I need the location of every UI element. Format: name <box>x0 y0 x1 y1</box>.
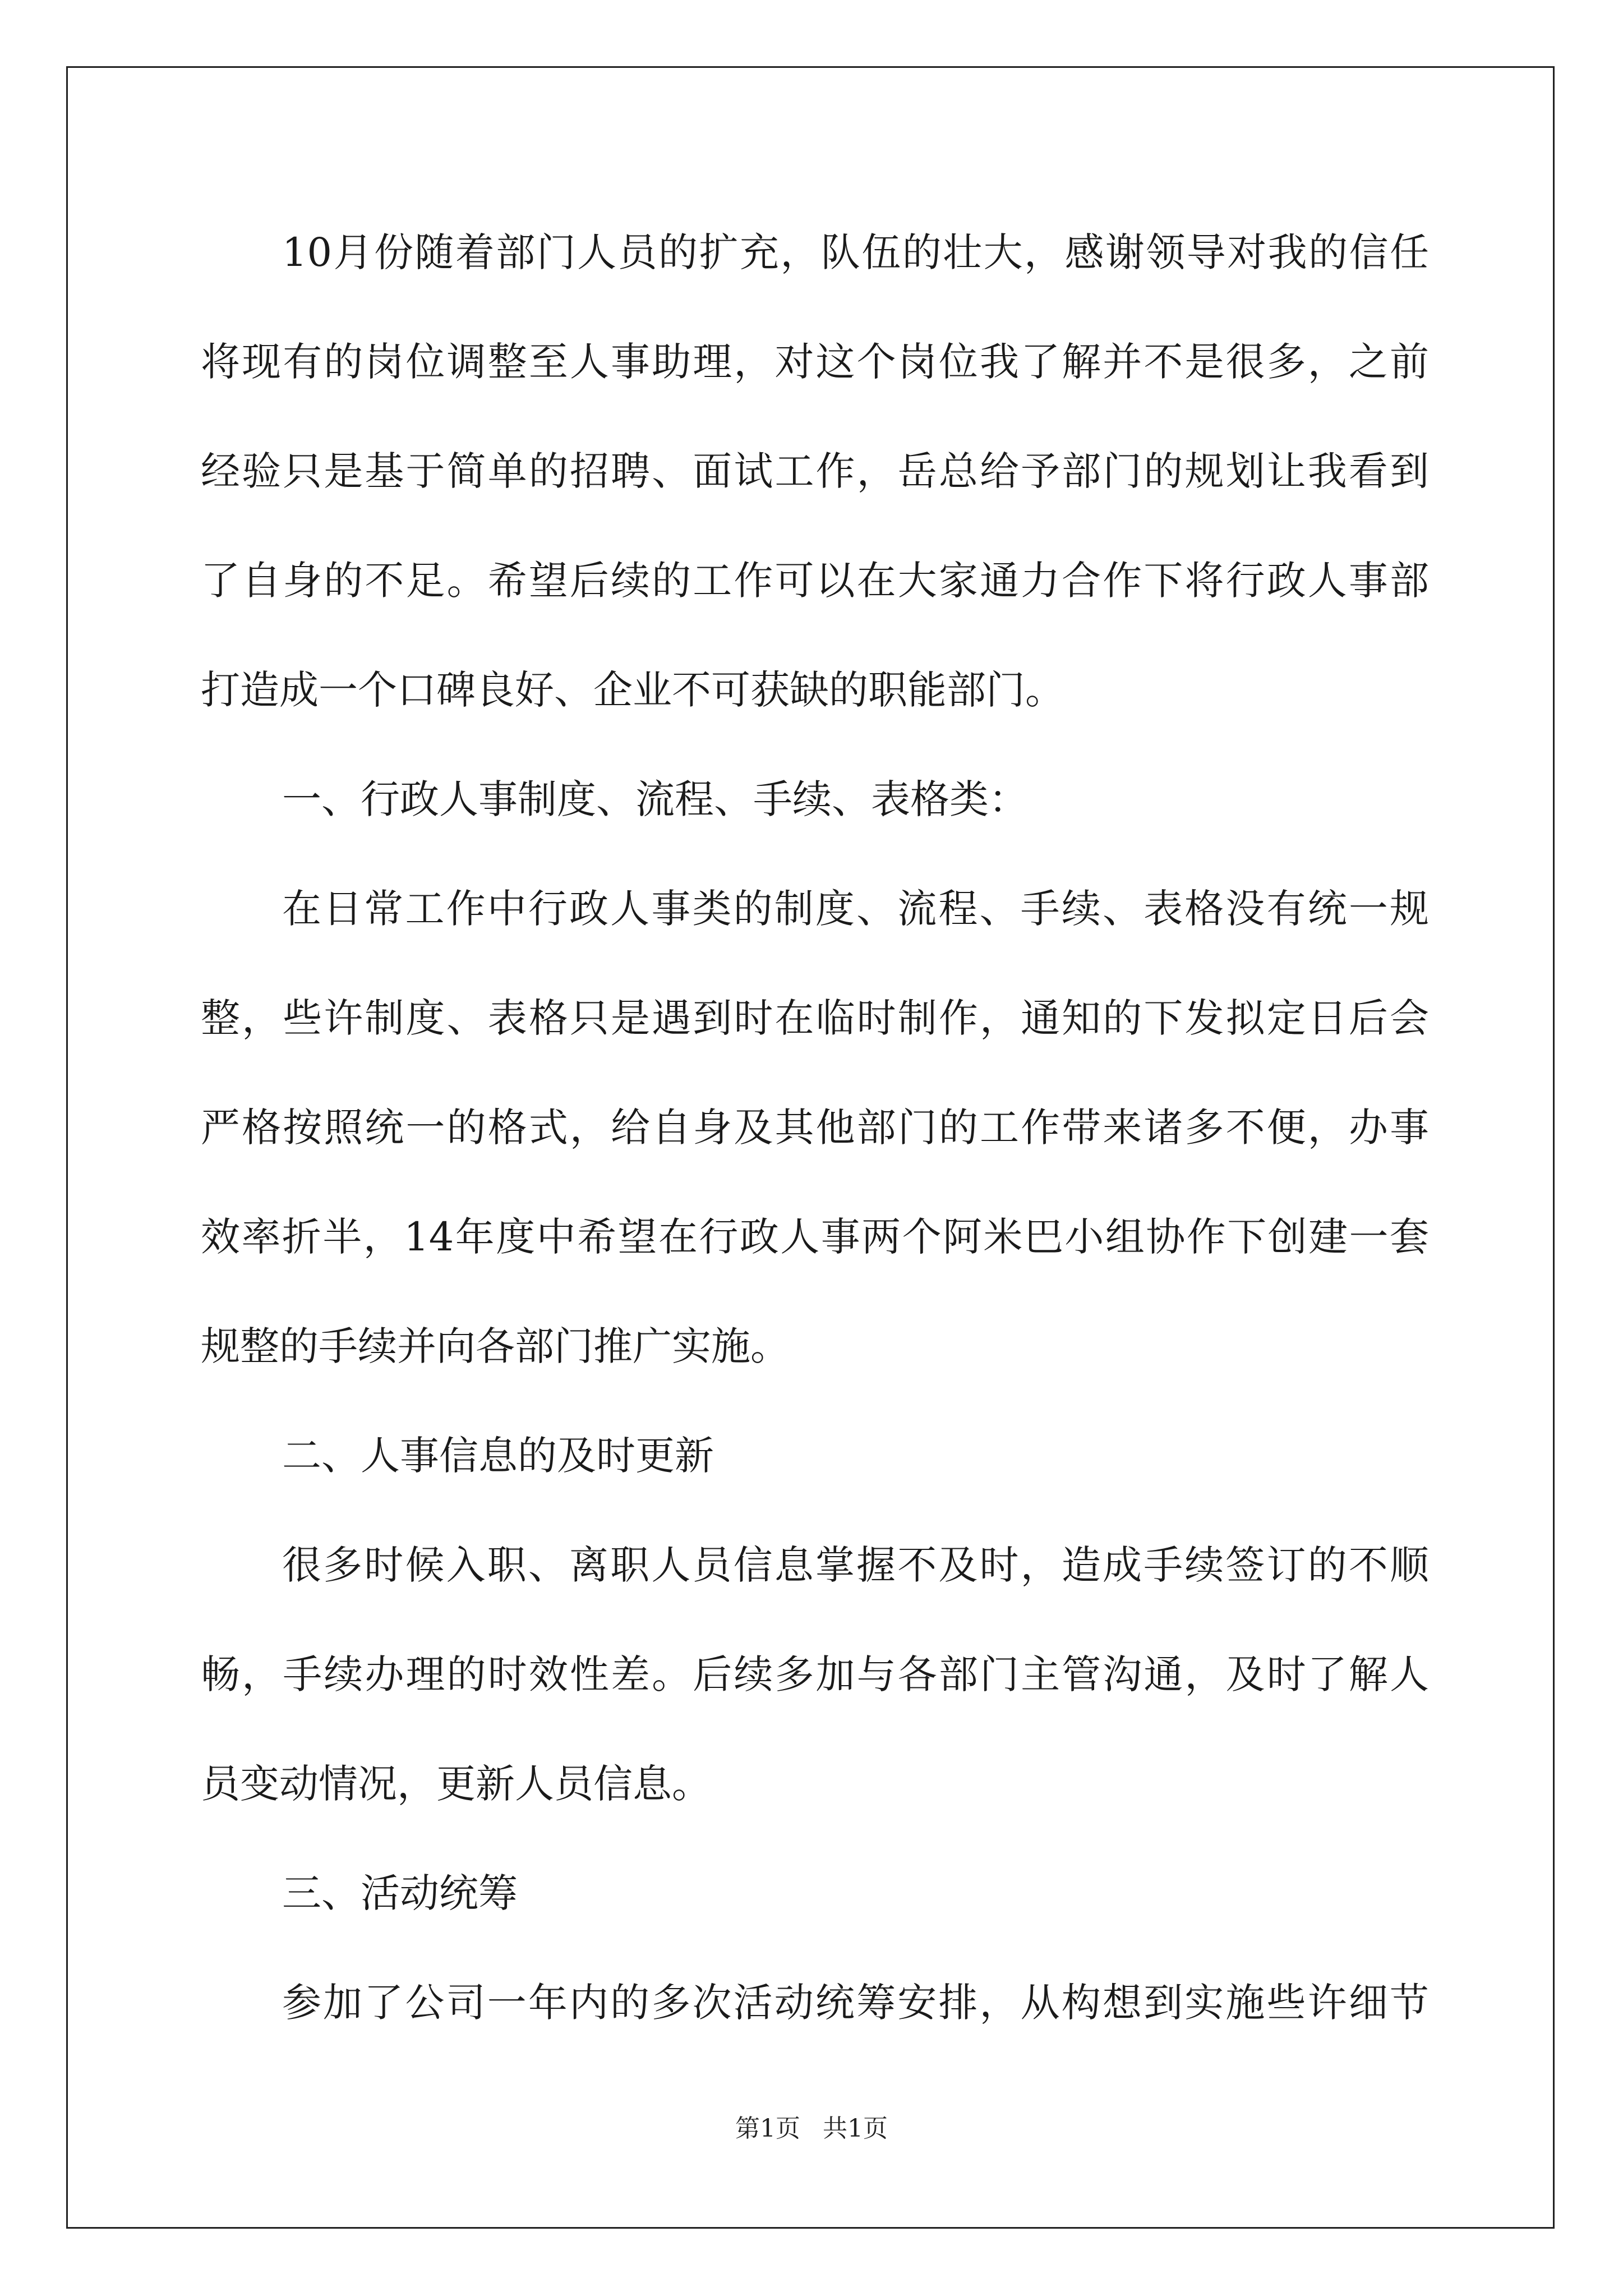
section-1-line-4: 效率折半，14年度中希望在行政人事两个阿米巴小组协作下创建一套 <box>201 1214 1429 1260</box>
intro-line-1: 10月份随着部门人员的扩充，队伍的壮大，感谢领导对我的信任 <box>282 229 1429 275</box>
section-1-line-1: 在日常工作中行政人事类的制度、流程、手续、表格没有统一规 <box>282 886 1429 932</box>
intro-line-5: 打造成一个口碑良好、企业不可获缺的职能部门。 <box>201 667 1064 713</box>
section-2-line-3: 员变动情况，更新人员信息。 <box>201 1761 711 1807</box>
section-heading-2: 二、人事信息的及时更新 <box>282 1433 714 1479</box>
section-2-line-2: 畅，手续办理的时效性差。后续多加与各部门主管沟通，及时了解人 <box>201 1651 1429 1697</box>
page-total: 共1页 <box>823 2114 888 2143</box>
intro-line-2: 将现有的岗位调整至人事助理，对这个岗位我了解并不是很多，之前 <box>201 339 1429 385</box>
intro-line-4: 了自身的不足。希望后续的工作可以在大家通力合作下将行政人事部 <box>201 558 1429 604</box>
section-3-line-1: 参加了公司一年内的多次活动统筹安排，从构想到实施些许细节 <box>282 1980 1429 2026</box>
intro-line-3: 经验只是基于简单的招聘、面试工作，岳总给予部门的规划让我看到 <box>201 448 1429 494</box>
page-number: 第1页 <box>735 2114 800 2143</box>
section-2-line-1: 很多时候入职、离职人员信息掌握不及时，造成手续签订的不顺 <box>282 1542 1429 1588</box>
section-1-line-3: 严格按照统一的格式，给自身及其他部门的工作带来诸多不便，办事 <box>201 1105 1429 1151</box>
section-1-line-5: 规整的手续并向各部门推广实施。 <box>201 1323 790 1369</box>
page-footer <box>0 2112 1623 2146</box>
section-heading-3: 三、活动统筹 <box>282 1870 518 1916</box>
section-1-line-2: 整，些许制度、表格只是遇到时在临时制作，通知的下发拟定日后会 <box>201 995 1429 1041</box>
section-heading-1: 一、行政人事制度、流程、手续、表格类： <box>282 776 1028 822</box>
